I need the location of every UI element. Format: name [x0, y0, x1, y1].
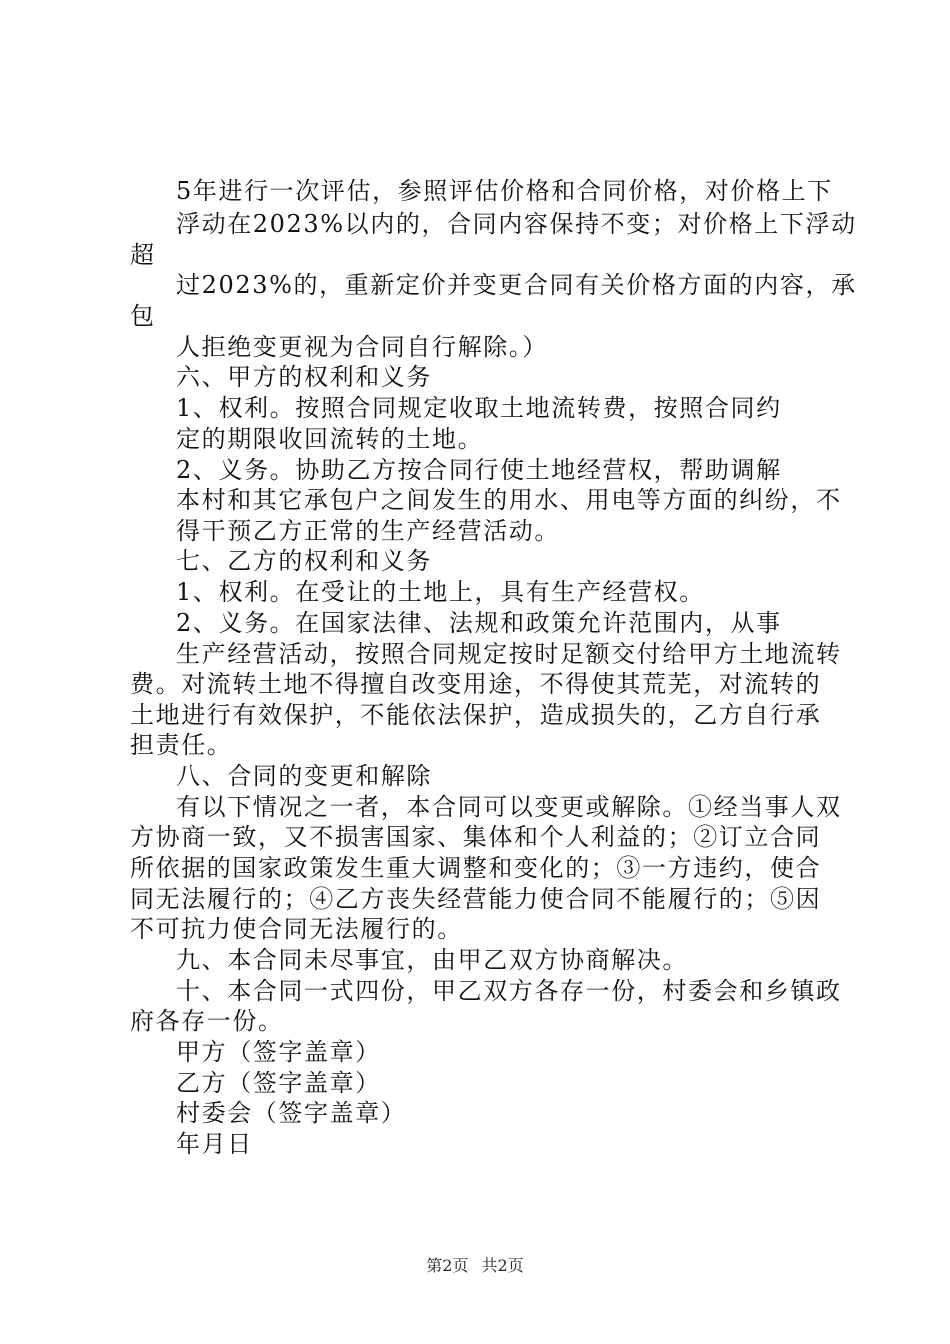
text-line: 方协商一致，又不损害国家、集体和个人利益的；②订立合同: [130, 823, 822, 851]
page-footer: [0, 1256, 950, 1276]
signature-village-committee: 村委会（签字盖章）: [176, 1099, 407, 1127]
signature-party-b: 乙方（签字盖章）: [176, 1069, 381, 1097]
text-line: 包: [130, 302, 156, 330]
section-heading: 九、本合同未尽事宜，由甲乙双方协商解决。: [176, 946, 688, 974]
text-line: 所依据的国家政策发生重大调整和变化的；③一方违约，使合: [130, 854, 822, 882]
text-line: 超: [130, 241, 156, 269]
text-line: 不可抗力使合同无法履行的。: [130, 915, 463, 943]
text-line: 1、权利。在受让的土地上，具有生产经营权。: [176, 578, 705, 606]
section-heading: 八、合同的变更和解除: [176, 762, 432, 790]
text-line: 本村和其它承包户之间发生的用水、用电等方面的纠纷，不: [176, 486, 842, 514]
signature-party-a: 甲方（签字盖章）: [176, 1038, 381, 1066]
text-line: 2、义务。在国家法律、法规和政策允许范围内，从事: [176, 609, 782, 637]
text-line: 人拒绝变更视为合同自行解除。）: [176, 333, 548, 361]
text-line: 得干预乙方正常的生产经营活动。: [176, 517, 560, 545]
section-heading: 七、乙方的权利和义务: [176, 547, 432, 575]
text-line: 费。对流转土地不得擅自改变用途，不得使其荒芜，对流转的: [130, 670, 822, 698]
text-line: 府各存一份。: [130, 1007, 284, 1035]
text-line: 2、义务。协助乙方按合同行使土地经营权，帮助调解: [176, 456, 782, 484]
text-line: 5年进行一次评估，参照评估价格和合同价格，对价格上下: [176, 177, 833, 205]
text-line: 过2023%的，重新定价并变更合同有关价格方面的内容，承: [176, 271, 857, 299]
text-line: 生产经营活动，按照合同规定按时足额交付给甲方土地流转: [176, 640, 842, 668]
text-line: 同无法履行的；④乙方丧失经营能力使合同不能履行的；⑤因: [130, 885, 822, 913]
page-total: 共2页: [481, 1256, 524, 1275]
section-heading: 十、本合同一式四份，甲乙双方各存一份，村委会和乡镇政: [176, 977, 842, 1005]
text-line: 有以下情况之一者，本合同可以变更或解除。①经当事人双: [176, 793, 842, 821]
date-line: 年月日: [176, 1130, 253, 1158]
text-line: 担责任。: [130, 731, 233, 759]
text-line: 定的期限收回流转的土地。: [176, 425, 484, 453]
text-line: 1、权利。按照合同规定收取土地流转费，按照合同约: [176, 394, 782, 422]
section-heading: 六、甲方的权利和义务: [176, 363, 432, 391]
page-number: 第2页: [426, 1256, 469, 1275]
text-line: 土地进行有效保护，不能依法保护，造成损失的，乙方自行承: [130, 701, 822, 729]
text-line: 浮动在2023%以内的，合同内容保持不变；对价格上下浮动: [176, 210, 857, 238]
